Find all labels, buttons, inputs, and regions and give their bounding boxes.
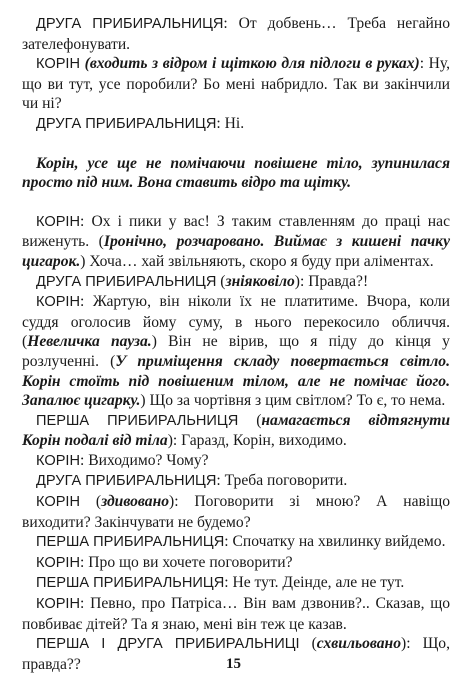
speaker-name: КОРІН <box>36 294 81 311</box>
line-text: : Треба поговорити. <box>216 472 348 490</box>
stage-direction-text: (входить з відром і щіткою для підлоги в руках) <box>84 55 420 73</box>
line-text: : Про що ви хочете поговорити? <box>80 553 293 571</box>
dialogue-paragraph <box>22 553 450 574</box>
dialogue-paragraph <box>22 451 450 472</box>
line-text: : Певно, про Патріса… Він вам дзвонив?.. Сказав, що повбиває дітей? Та я знаю, мені він теж це казав. <box>22 595 450 633</box>
speaker-name: КОРІН <box>36 452 81 469</box>
speaker-name: КОРІН <box>36 494 81 511</box>
speaker-name: ДРУГА ПРИБИРАЛЬНИЦЯ <box>36 473 217 490</box>
speaker-name: ПЕРША ПРИБИРАЛЬНИЦЯ <box>36 534 225 551</box>
speaker-name: ДРУГА ПРИБИРАЛЬНИЦЯ <box>36 273 217 290</box>
dialogue-paragraph <box>22 532 450 553</box>
speaker-name: ПЕРША ПРИБИРАЛЬНИЦЯ <box>36 412 239 429</box>
line-text: ): Що, правда?? <box>22 635 450 673</box>
dialogue-paragraph <box>22 471 450 492</box>
stage-direction-text: схвильовано <box>316 635 401 653</box>
line-text: ): Гаразд, Корін, виходимо. <box>167 432 347 450</box>
dialogue-paragraph <box>22 292 450 411</box>
line-text: ): Поговорити зі мною? А навіщо виходити? Закінчувати не будемо? <box>22 493 451 531</box>
speaker-name: ДРУГА ПРИБИРАЛЬНИЦЯ <box>36 16 224 32</box>
dialogue-paragraph <box>22 411 450 451</box>
dialogue-paragraph <box>22 54 450 114</box>
line-text: ) Він не вірив, що я піду до кінця у розлученні. ( <box>22 333 450 370</box>
speaker-name: ПЕРША І ДРУГА ПРИБИРАЛЬНИЦІ <box>36 636 300 653</box>
line-text: : Виходимо? Чому? <box>80 451 209 469</box>
stage-direction-text: здивовано <box>101 493 170 511</box>
line-text: : Ні. <box>216 114 245 132</box>
line-text: : Жартую, він ніколи їх не платитиме. Вчора, коли суддя оголосив йому суму, в нього перекосило обличчя. ( <box>22 293 450 351</box>
dialogue-paragraph <box>22 212 450 272</box>
line-text: ( <box>80 493 102 511</box>
line-text: ): Правда?! <box>294 272 369 290</box>
dialogue-paragraph <box>22 594 450 634</box>
stage-direction-text: намагається відтягнути Корін подалі від тіла <box>22 411 451 450</box>
line-text: ( <box>216 272 226 290</box>
dialogue-paragraph <box>22 114 450 135</box>
line-text: ( <box>238 411 262 429</box>
line-text: : Спочатку на хвилинку вийдемо. <box>224 533 446 551</box>
stage-direction <box>22 154 450 193</box>
line-text: ) Що за чортівня з цим світлом? То є, то нема. <box>140 392 446 410</box>
speaker-name: КОРІН <box>36 554 81 571</box>
speaker-name: КОРІН <box>36 213 81 230</box>
stage-direction-text: У приміщення складу повертається світло. Корін стоїть під повішеним тілом, але не помічає його. Запалює цигарку. <box>22 352 450 410</box>
dialogue-paragraph <box>22 573 450 594</box>
speaker-name: КОРІН <box>36 56 81 73</box>
speaker-name: ДРУГА ПРИБИРАЛЬНИЦЯ <box>36 115 217 132</box>
line-text: : Не тут. Деінде, але не тут. <box>224 574 405 592</box>
stage-direction-text: Невеличка пауза. <box>27 333 152 351</box>
speaker-name: КОРІН <box>36 596 81 613</box>
dialogue-paragraph <box>22 14 450 54</box>
line-text: : Ну, що ви тут, усе поробили? Бо мені набридло. Так ви закінчили чи ні? <box>22 55 450 113</box>
line-text: ( <box>299 635 317 653</box>
stage-direction-text: знiяковiло <box>225 272 295 290</box>
line-text: : Ох і пики у вас! З таким ставленням до праці нас виженуть. ( <box>22 212 450 251</box>
play-text <box>22 14 450 674</box>
page-number: 15 <box>226 656 241 672</box>
dialogue-paragraph <box>22 492 450 532</box>
dialogue-paragraph <box>22 272 450 293</box>
line-text: : От добвень… Треба негайно зателефонувати. <box>22 15 450 53</box>
stage-direction-text: Іронічно, розчаровано. Виймає з кишені пачку цигарок. <box>22 233 450 270</box>
line-text: ) Хоча… хай звільняють, скоро я буду при аліментах. <box>80 252 434 270</box>
speaker-name: ПЕРША ПРИБИРАЛЬНИЦЯ <box>36 575 225 592</box>
stage-direction-text: Корін, усе ще не помічаючи повішене тіло, зупинилася просто під ним. Вона ставить відро та щітку. <box>22 154 450 192</box>
